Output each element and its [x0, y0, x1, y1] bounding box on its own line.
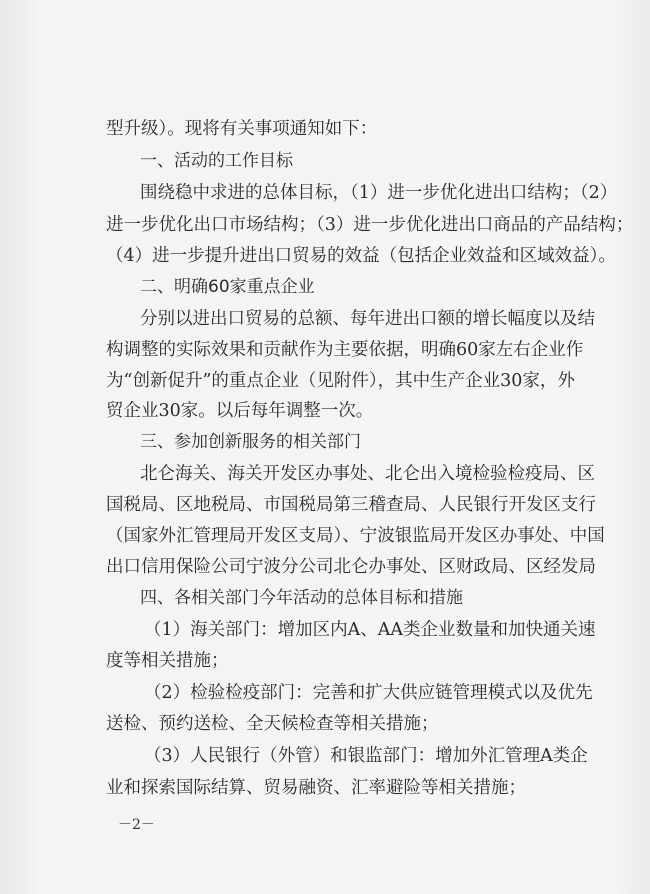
body-line: （4）进一步提升进出口贸易的效益（包括企业效益和区域效益）。: [106, 246, 616, 266]
body-line: （1）海关部门：增加区内A、AA类企业数量和加快通关速: [144, 620, 596, 640]
body-line: 构调整的实际效果和贡献作为主要依据，明确60家左右企业作: [106, 340, 584, 360]
body-line: 为“创新促升”的重点企业（见附件），其中生产企业30家，外: [106, 371, 575, 391]
section-heading-2: 二、明确60家重点企业: [140, 277, 315, 297]
body-line: （2）检验检疫部门：完善和扩大供应链管理模式以及优先: [144, 683, 593, 703]
body-line: 进一步优化出口市场结构；（3）进一步优化进出口商品的产品结构；: [106, 215, 634, 235]
body-line: （国家外汇管理局开发区支局）、宁波银监局开发区办事处、中国: [106, 526, 605, 546]
body-line: 北仑海关、海关开发区办事处、北仑出入境检验检疫局、区: [140, 464, 595, 484]
body-line: 业和探索国际结算、贸易融资、汇率避险等相关措施；: [106, 778, 526, 798]
body-line: 出口信用保险公司宁波分公司北仑办事处、区财政局、区经发局: [106, 557, 596, 577]
body-line: 分别以进出口贸易的总额、每年进出口额的增长幅度以及结: [140, 309, 595, 329]
section-heading-1: 一、活动的工作目标: [140, 151, 293, 171]
body-line: 国税局、区地税局、市国税局第三稽查局、人民银行开发区支行: [106, 495, 596, 515]
section-heading-3: 三、参加创新服务的相关部门: [140, 432, 361, 452]
body-line: （3）人民银行（外管）和银监部门：增加外汇管理A类企: [144, 746, 588, 766]
body-line: 贸企业30家。以后每年调整一次。: [106, 401, 374, 421]
section-heading-4: 四、各相关部门今年活动的总体目标和措施: [140, 588, 463, 608]
body-line: 型升级）。现将有关事项通知如下：: [106, 119, 378, 139]
page-number: －2－: [118, 817, 155, 833]
body-line: 送检、预约送检、全天候检查等相关措施；: [106, 714, 439, 734]
body-line: 围绕稳中求进的总体目标，（1）进一步优化进出口结构；（2）: [140, 183, 618, 203]
body-line: 度等相关措施；: [106, 651, 229, 671]
